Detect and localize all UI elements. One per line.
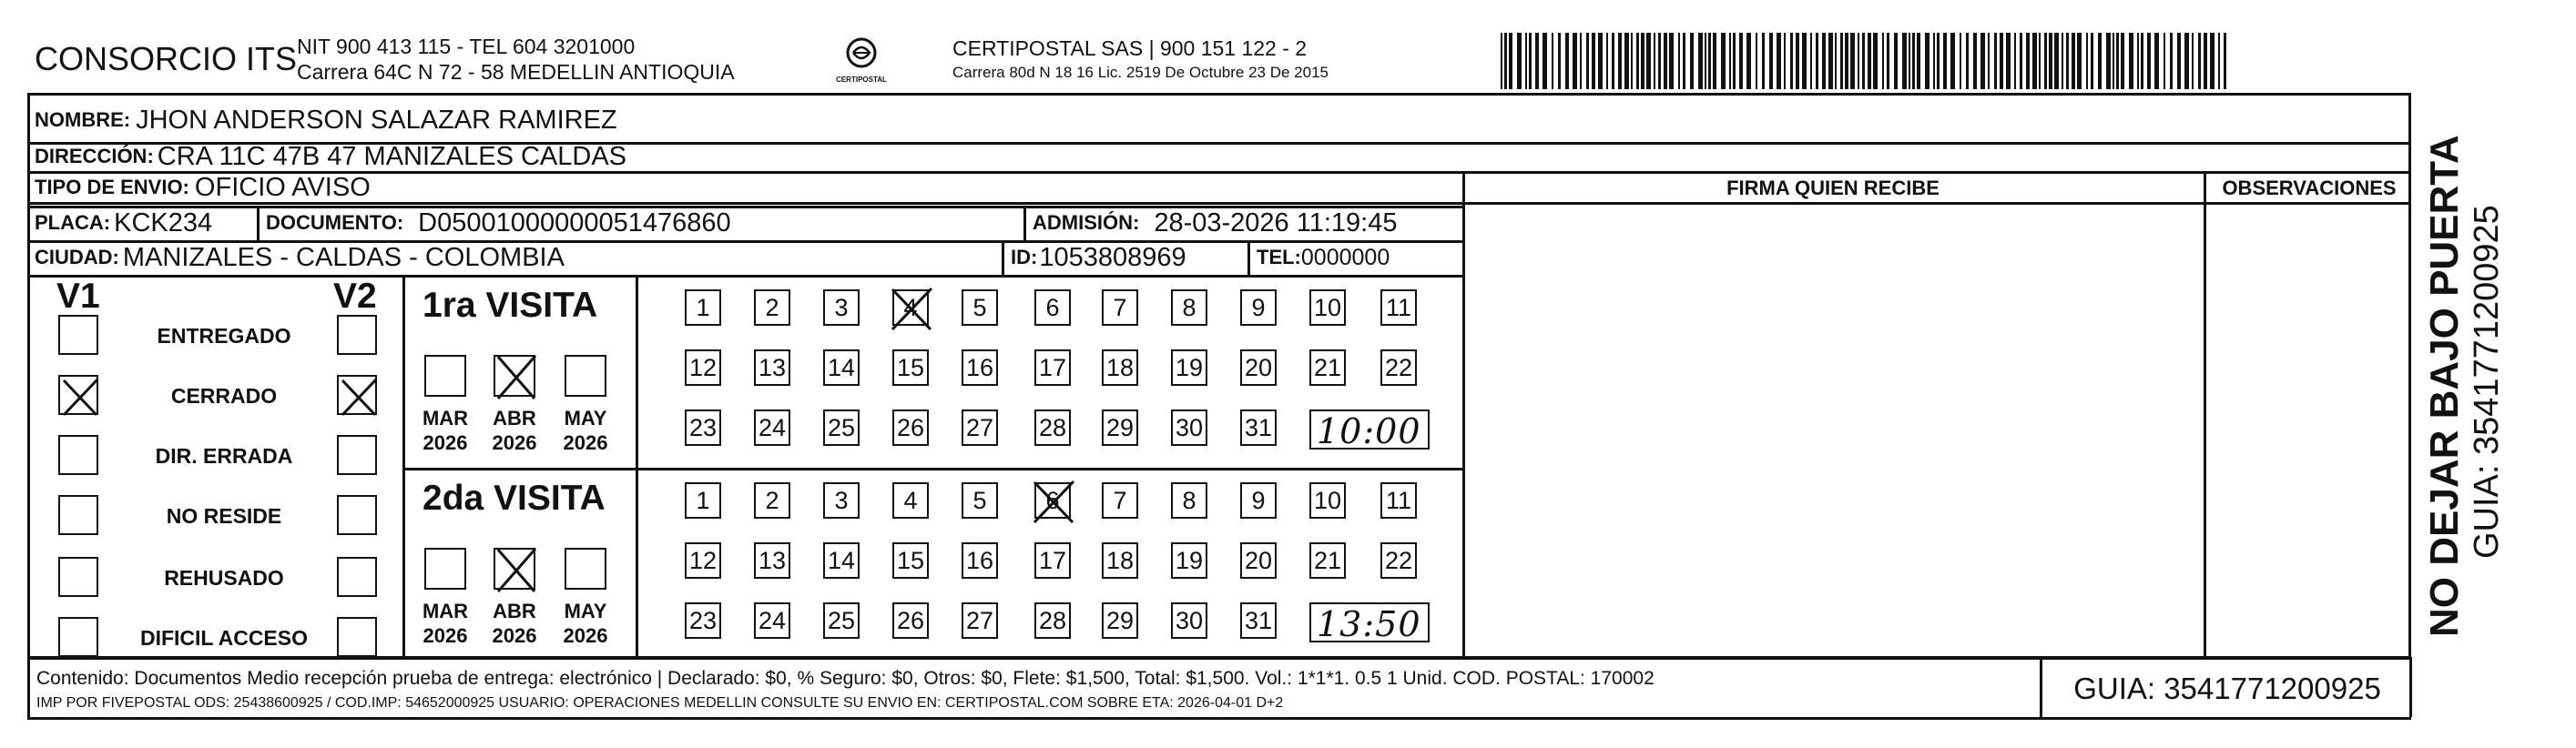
x-mark-icon xyxy=(337,375,381,419)
direccion-value: CRA 11C 47B 47 MANIZALES CALDAS xyxy=(157,141,627,171)
day-box[interactable] xyxy=(962,482,998,519)
documento-cell xyxy=(266,206,731,240)
certipostal-logo-icon xyxy=(834,35,889,71)
status-label: DIFICIL ACCESO xyxy=(139,626,308,650)
day-box[interactable] xyxy=(823,542,860,579)
day-box[interactable] xyxy=(1380,349,1417,386)
day-number: 17 xyxy=(1038,353,1067,381)
month-name: MAR xyxy=(422,407,469,430)
day-number: 5 xyxy=(972,293,987,321)
month-checkbox[interactable] xyxy=(424,548,466,590)
footer-guia: GUIA: 3541771200925 xyxy=(2073,672,2381,705)
day-number: 17 xyxy=(1038,546,1067,574)
day-box[interactable] xyxy=(823,289,860,326)
day-number: 31 xyxy=(1244,413,1273,441)
day-box[interactable] xyxy=(1034,409,1071,446)
ciudad-cell xyxy=(35,240,565,275)
day-number: 26 xyxy=(896,413,925,441)
day-box[interactable] xyxy=(754,602,790,639)
carrier-name: CERTIPOSTAL SAS | 900 151 122 - 2 xyxy=(952,36,1308,60)
day-number: 28 xyxy=(1038,413,1067,441)
ciudad-value: MANIZALES - CALDAS - COLOMBIA xyxy=(122,242,565,272)
day-box[interactable] xyxy=(1171,602,1207,639)
status-label: CERRADO xyxy=(170,384,278,408)
imp-text: IMP POR FIVEPOSTAL ODS: 25438600925 / COD.IMP: 54652000925 USUARIO: OPERACIONES MEDELLIN CONSULTE SU ENVIO EN: CERTIPOSTAL.COM SOBRE ETA: 2026-04-01 D+2 xyxy=(36,695,1284,711)
day-box[interactable] xyxy=(685,289,721,326)
day-box[interactable] xyxy=(962,409,998,446)
month-year: 2026 xyxy=(423,624,468,647)
day-box[interactable] xyxy=(823,349,860,386)
day-box[interactable] xyxy=(962,349,998,386)
day-box[interactable] xyxy=(754,542,790,579)
day-box[interactable] xyxy=(1171,289,1207,326)
tipo-envio-row xyxy=(35,172,371,203)
v2-checkbox[interactable] xyxy=(337,495,377,535)
day-number: 8 xyxy=(1182,486,1196,514)
observaciones-header: OBSERVACIONES xyxy=(2222,177,2397,199)
month-checkbox[interactable] xyxy=(565,548,606,590)
status-label: DIR. ERRADA xyxy=(155,444,293,468)
tipo-envio-label: TIPO DE ENVIO: xyxy=(35,176,189,198)
day-box[interactable] xyxy=(754,349,790,386)
barcode-bars xyxy=(1501,33,2227,89)
day-number: 8 xyxy=(1182,293,1196,321)
visit-time: 10:00 xyxy=(1317,411,1421,451)
day-box[interactable] xyxy=(754,409,790,446)
month-checkbox[interactable] xyxy=(494,355,535,397)
day-box[interactable] xyxy=(1034,482,1071,519)
v1-checkbox[interactable] xyxy=(58,435,98,475)
status-label: ENTREGADO xyxy=(157,324,291,348)
day-box[interactable] xyxy=(892,349,929,386)
day-number: 1 xyxy=(696,486,710,514)
day-number: 12 xyxy=(688,546,718,574)
v1-checkbox[interactable] xyxy=(58,557,98,597)
day-number: 6 xyxy=(1045,293,1060,321)
tel-cell xyxy=(1257,240,1390,275)
tel-value: 0000000 xyxy=(1300,244,1390,270)
day-number: 30 xyxy=(1175,606,1204,634)
placa-value: KCK234 xyxy=(114,207,213,238)
day-box[interactable] xyxy=(1034,542,1071,579)
day-number: 29 xyxy=(1105,606,1135,634)
day-number: 14 xyxy=(827,546,856,574)
day-number: 28 xyxy=(1038,606,1067,634)
day-number: 7 xyxy=(1113,293,1127,321)
company-address: Carrera 64C N 72 - 58 MEDELLIN ANTIOQUIA xyxy=(297,60,735,84)
day-number: 1 xyxy=(696,293,710,321)
day-box[interactable] xyxy=(892,602,929,639)
day-number: 15 xyxy=(896,546,925,574)
day-number: 29 xyxy=(1105,413,1135,441)
month-checkbox[interactable] xyxy=(424,355,466,397)
month-checkbox[interactable] xyxy=(565,355,606,397)
nombre-label: NOMBRE: xyxy=(35,108,131,131)
direccion-row xyxy=(35,142,626,171)
x-mark-icon xyxy=(1029,477,1078,526)
company-nit: NIT 900 413 115 - TEL 604 3201000 xyxy=(297,35,636,58)
contenido-text: Contenido: Documentos Medio recepción prueba de entrega: electrónico | Declarado: $0, % Seguro: $0, Otros: $0, Flete: $1,500, Total: $1,500. Vol.: 1*1*1. 0.5 1 Unid. COD. POSTAL: 170002 xyxy=(36,668,1655,689)
x-mark-icon xyxy=(58,375,102,419)
barcode xyxy=(1501,33,2227,89)
placa-cell xyxy=(35,206,212,240)
month-year: 2026 xyxy=(492,431,537,454)
day-box[interactable] xyxy=(1034,349,1071,386)
nombre-value: JHON ANDERSON SALAZAR RAMIREZ xyxy=(136,105,617,135)
month-checkbox[interactable] xyxy=(494,548,535,590)
day-box[interactable] xyxy=(1240,409,1277,446)
v1-checkbox[interactable] xyxy=(58,315,98,355)
day-box[interactable] xyxy=(685,542,721,579)
day-box[interactable] xyxy=(1102,289,1138,326)
day-number: 14 xyxy=(827,353,856,381)
id-label: ID: xyxy=(1011,246,1038,268)
month-year: 2026 xyxy=(492,624,537,647)
day-box[interactable] xyxy=(892,482,929,519)
day-box[interactable] xyxy=(823,602,860,639)
day-number: 2 xyxy=(765,486,779,514)
day-box[interactable] xyxy=(823,409,860,446)
month-name: ABR xyxy=(493,600,536,622)
carrier-address: Carrera 80d N 18 16 Lic. 2519 De Octubre 23 De 2015 xyxy=(952,64,1329,81)
nombre-row xyxy=(35,100,617,140)
month-year: 2026 xyxy=(423,431,468,454)
tel-label: TEL: xyxy=(1257,246,1301,268)
day-box[interactable] xyxy=(1102,349,1138,386)
v2-checkbox[interactable] xyxy=(337,315,377,355)
day-box[interactable] xyxy=(1380,289,1417,326)
status-label: REHUSADO xyxy=(164,566,284,590)
day-box[interactable] xyxy=(1240,289,1277,326)
day-box[interactable] xyxy=(685,482,721,519)
id-cell xyxy=(1011,240,1186,275)
day-number: 18 xyxy=(1105,353,1135,381)
day-box[interactable] xyxy=(1102,409,1138,446)
visit-time-box[interactable] xyxy=(1309,602,1430,642)
v2-checkbox[interactable] xyxy=(337,375,377,415)
day-number: 7 xyxy=(1113,486,1127,514)
day-box[interactable] xyxy=(685,349,721,386)
day-box[interactable] xyxy=(962,542,998,579)
day-box[interactable] xyxy=(1380,542,1417,579)
day-box[interactable] xyxy=(962,602,998,639)
month-name: ABR xyxy=(493,407,536,430)
month-label xyxy=(484,599,545,648)
day-box[interactable] xyxy=(1102,482,1138,519)
day-number: 20 xyxy=(1244,353,1273,381)
day-box[interactable] xyxy=(1171,409,1207,446)
firma-header: FIRMA QUIEN RECIBE xyxy=(1726,177,1940,199)
day-number: 26 xyxy=(896,606,925,634)
day-box[interactable] xyxy=(1240,482,1277,519)
day-box[interactable] xyxy=(1240,542,1277,579)
day-number: 13 xyxy=(758,353,787,381)
x-mark-icon xyxy=(493,544,540,595)
month-label xyxy=(484,406,545,455)
day-number: 22 xyxy=(1384,353,1413,381)
v1-header: V1 xyxy=(56,277,100,316)
day-number: 6 xyxy=(1045,486,1060,514)
v2-checkbox[interactable] xyxy=(337,617,377,657)
day-number: 5 xyxy=(972,486,987,514)
month-label xyxy=(415,406,475,455)
day-box[interactable] xyxy=(1240,349,1277,386)
day-box[interactable] xyxy=(1309,349,1346,386)
day-number: 3 xyxy=(834,486,849,514)
day-box[interactable] xyxy=(1034,602,1071,639)
day-number: 2 xyxy=(765,293,779,321)
v1-checkbox[interactable] xyxy=(58,617,98,657)
day-number: 4 xyxy=(903,486,918,514)
day-number: 23 xyxy=(688,606,718,634)
day-box[interactable] xyxy=(1309,482,1346,519)
month-name: MAY xyxy=(564,407,607,430)
visit-title: 1ra VISITA xyxy=(423,286,598,325)
day-number: 21 xyxy=(1313,353,1342,381)
v1-checkbox[interactable] xyxy=(58,495,98,535)
admision-value: 28-03-2026 11:19:45 xyxy=(1154,207,1398,238)
month-name: MAR xyxy=(422,600,469,622)
day-number: 16 xyxy=(965,546,994,574)
day-box[interactable] xyxy=(1171,542,1207,579)
day-box[interactable] xyxy=(754,482,790,519)
day-box[interactable] xyxy=(1309,289,1346,326)
day-number: 19 xyxy=(1175,546,1204,574)
day-number: 31 xyxy=(1244,606,1273,634)
day-box[interactable] xyxy=(823,482,860,519)
day-box[interactable] xyxy=(1380,482,1417,519)
day-number: 9 xyxy=(1251,293,1266,321)
day-number: 19 xyxy=(1175,353,1204,381)
day-box[interactable] xyxy=(1102,542,1138,579)
day-number: 25 xyxy=(827,606,856,634)
admision-label: ADMISIÓN: xyxy=(1033,211,1140,234)
documento-value: D05001000000051476860 xyxy=(418,207,731,238)
logo-caption: CERTIPOSTAL xyxy=(836,76,887,84)
visit-time: 13:50 xyxy=(1317,604,1421,644)
v1-checkbox[interactable] xyxy=(58,375,98,415)
day-number: 27 xyxy=(965,606,994,634)
placa-label: PLACA: xyxy=(35,211,111,234)
day-number: 24 xyxy=(758,413,787,441)
month-label xyxy=(555,599,616,648)
side-warning: NO DEJAR BAJO PUERTA xyxy=(2422,135,2467,637)
day-box[interactable] xyxy=(892,542,929,579)
day-box[interactable] xyxy=(962,289,998,326)
day-number: 10 xyxy=(1313,293,1342,321)
day-number: 13 xyxy=(758,546,787,574)
day-box[interactable] xyxy=(892,289,929,326)
day-number: 3 xyxy=(834,293,849,321)
day-box[interactable] xyxy=(892,409,929,446)
month-name: MAY xyxy=(564,600,607,622)
day-number: 4 xyxy=(903,293,918,321)
day-number: 22 xyxy=(1384,546,1413,574)
ciudad-label: CIUDAD: xyxy=(35,246,119,268)
day-number: 24 xyxy=(758,606,787,634)
side-guia: GUIA: 3541771200925 xyxy=(2468,205,2506,559)
day-number: 25 xyxy=(827,413,856,441)
day-number: 20 xyxy=(1244,546,1273,574)
v2-checkbox[interactable] xyxy=(337,557,377,597)
certipostal-logo xyxy=(834,35,889,86)
month-year: 2026 xyxy=(563,624,608,647)
month-label xyxy=(555,406,616,455)
direccion-label: DIRECCIÓN: xyxy=(35,145,154,167)
visit-time-box[interactable] xyxy=(1309,409,1430,450)
month-label xyxy=(415,599,475,648)
day-box[interactable] xyxy=(1309,542,1346,579)
day-number: 16 xyxy=(965,353,994,381)
visit-title: 2da VISITA xyxy=(423,479,606,518)
company-name: CONSORCIO ITS xyxy=(35,40,298,77)
day-box[interactable] xyxy=(1171,482,1207,519)
day-box[interactable] xyxy=(1034,289,1071,326)
v2-checkbox[interactable] xyxy=(337,435,377,475)
day-box[interactable] xyxy=(754,289,790,326)
day-number: 30 xyxy=(1175,413,1204,441)
day-box[interactable] xyxy=(685,409,721,446)
day-number: 10 xyxy=(1313,486,1342,514)
day-number: 9 xyxy=(1251,486,1266,514)
day-number: 23 xyxy=(688,413,718,441)
v2-header: V2 xyxy=(333,277,377,316)
day-number: 11 xyxy=(1385,293,1412,321)
day-number: 15 xyxy=(896,353,925,381)
day-number: 27 xyxy=(965,413,994,441)
x-mark-icon xyxy=(493,351,540,402)
day-number: 18 xyxy=(1105,546,1135,574)
tipo-envio-value: OFICIO AVISO xyxy=(194,172,371,202)
x-mark-icon xyxy=(887,284,936,333)
day-box[interactable] xyxy=(1171,349,1207,386)
day-box[interactable] xyxy=(685,602,721,639)
month-year: 2026 xyxy=(563,431,608,454)
day-box[interactable] xyxy=(1102,602,1138,639)
id-value: 1053808969 xyxy=(1039,242,1186,272)
status-label: NO RESIDE xyxy=(166,504,282,528)
day-number: 21 xyxy=(1313,546,1342,574)
day-number: 12 xyxy=(688,353,718,381)
day-number: 11 xyxy=(1385,486,1412,514)
day-box[interactable] xyxy=(1240,602,1277,639)
admision-cell xyxy=(1033,206,1397,240)
documento-label: DOCUMENTO: xyxy=(266,211,404,234)
